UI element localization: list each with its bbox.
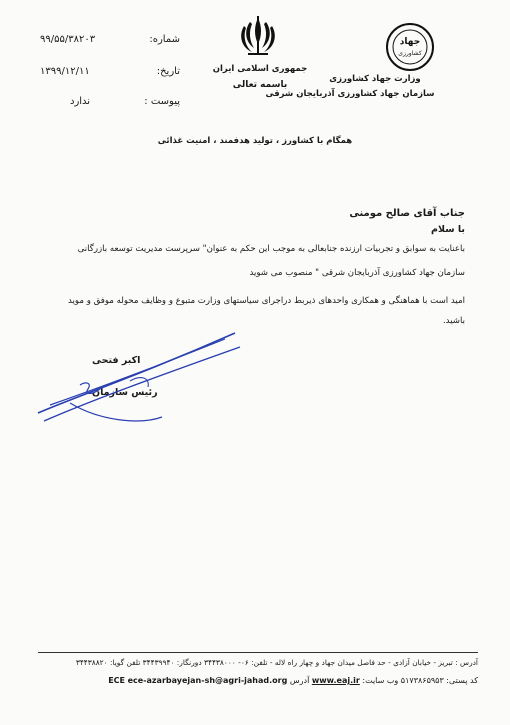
addressee: جناب آقای صالح مومنی — [349, 208, 465, 219]
footer-ece-label: ECE — [108, 676, 126, 685]
iran-emblem-icon — [238, 14, 278, 58]
body-line-1: باعنایت به سوابق و تجربیات ارزنده جنابعالی به موجب این حکم به عنوان" سرپرست مدیریت توسعه بازرگانی — [77, 244, 465, 254]
footer-address: آدرس : تبریز - خیابان آزادی - حد فاصل میدان جهاد و چهار راه لاله - تلفن: ۰۶- ۳۴۴۳۸۰۰۰ دورنگار: ۳۴۴۳۹۹۴۰ تلفن گویا: ۳۴۴۳۸۸۲۰ — [75, 658, 478, 667]
letter-number-value: ۹۹/۵۵/۳۸۲۰۳ — [40, 34, 96, 45]
body-line-3: امید است با هماهنگی و همکاری واحدهای ذیربط دراجرای سیاستهای وزارت متبوع و وظایف محوله موفق و موید — [68, 296, 465, 306]
footer-divider — [38, 652, 478, 653]
ministry-name: وزارت جهاد کشاورزی — [329, 74, 421, 84]
letter-date-row — [40, 66, 180, 77]
letter-date-value: ۱۳۹۹/۱۲/۱۱ — [40, 66, 90, 77]
letter-attachment-row — [40, 96, 180, 107]
letter-attachment-label: پیوست : — [144, 96, 180, 107]
signer-name: اکبر فتحی — [92, 355, 141, 366]
letter-attachment-value: ندارد — [70, 96, 91, 107]
footer-email-label: آدرس — [289, 676, 310, 685]
letter-number-label: شماره: — [149, 34, 180, 45]
letter-date-label: تاریخ: — [156, 66, 180, 77]
footer-contact — [38, 676, 478, 685]
greeting: با سلام — [431, 224, 465, 235]
footer-postal: کد پستی: ۵۱۷۳۸۶۵۹۵۳ وب سایت: — [362, 676, 478, 685]
logo-text-top: جهاد — [399, 37, 421, 47]
handwritten-signature-icon — [30, 325, 250, 435]
jahad-keshavarzi-logo-icon — [385, 22, 435, 72]
organization-name: سازمان جهاد کشاورزی آذربایجان شرقی — [265, 89, 435, 99]
motto-line: همگام با کشاورز ، تولید هدفمند ، امنیت غذائی — [157, 136, 353, 146]
footer-email-link[interactable]: ece-azarbayejan-sh@agri-jahad.org — [127, 676, 288, 685]
signer-title: رئیس سازمان — [92, 387, 158, 398]
republic-title: جمهوری اسلامی ایران — [212, 64, 308, 74]
logo-text-bottom: کشاورزی — [398, 50, 422, 57]
letter-number-row — [40, 34, 180, 45]
body-line-4: باشید. — [442, 316, 465, 326]
body-line-2: سازمان جهاد کشاورزی آذربایجان شرقی " منصوب می شوید — [249, 268, 465, 278]
invocation-title: باسمه تعالی — [232, 80, 288, 90]
footer-website-link[interactable]: www.eaj.ir — [311, 676, 360, 685]
